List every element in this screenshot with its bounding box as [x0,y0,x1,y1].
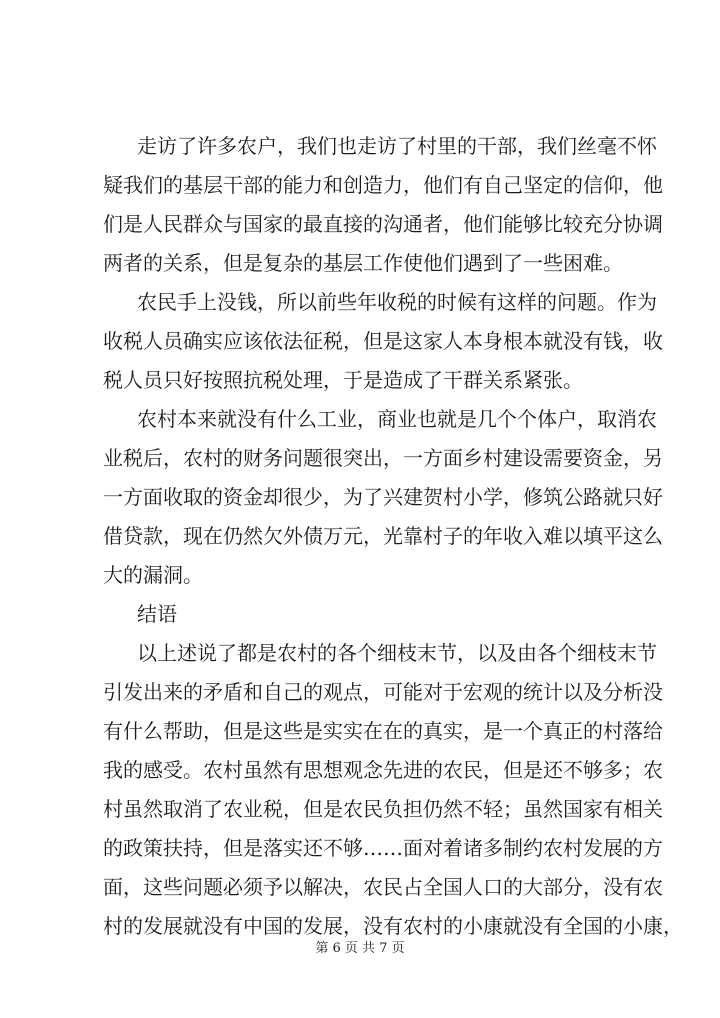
paragraph-5-line-6: 的政策扶持，但是落实还不够……面对着诸多制约农村发展的方 [103,836,663,860]
paragraph-5-line-3: 有什么帮助，但是这些是实实在在的真实，是一个真正的村落给 [103,719,663,743]
paragraph-5-line-8: 村的发展就没有中国的发展，没有农村的小康就没有全国的小康， [103,914,683,938]
paragraph-5-line-5: 村虽然取消了农业税，但是农民负担仍然不轻；虽然国家有相关 [103,797,663,821]
paragraph-5-line-1: 以上述说了都是农村的各个细枝末节，以及由各个细枝末节 [137,641,657,665]
paragraph-3-line-5: 大的漏洞。 [103,563,203,587]
paragraph-5-line-4: 我的感受。农村虽然有思想观念先进的农民，但是还不够多；农 [103,758,663,782]
paragraph-1-line-1: 走访了许多农户，我们也走访了村里的干部，我们丝毫不怀 [137,134,657,158]
page-number-footer: 第 6 页 共 7 页 [315,941,405,956]
paragraph-5-line-7: 面，这些问题必须予以解决，农民占全国人口的大部分，没有农 [103,875,663,899]
paragraph-1-line-2: 疑我们的基层干部的能力和创造力，他们有自己坚定的信仰，他 [103,173,663,197]
section-heading: 结语 [137,602,177,626]
paragraph-3-line-4: 借贷款，现在仍然欠外债万元，光靠村子的年收入难以填平这么 [103,524,663,548]
paragraph-5-line-2: 引发出来的矛盾和自己的观点，可能对于宏观的统计以及分析没 [103,680,663,704]
paragraph-3-line-3: 一方面收取的资金却很少，为了兴建贺村小学，修筑公路就只好 [103,485,663,509]
paragraph-2-line-2: 收税人员确实应该依法征税，但是这家人本身根本就没有钱，收 [103,329,663,353]
paragraph-1-line-3: 们是人民群众与国家的最直接的沟通者，他们能够比较充分协调 [103,212,663,236]
paragraph-3-line-1: 农村本来就没有什么工业，商业也就是几个个体户，取消农 [137,407,657,431]
paragraph-2-line-1: 农民手上没钱，所以前些年收税的时候有这样的问题。作为 [137,290,657,314]
paragraph-2-line-3: 税人员只好按照抗税处理，于是造成了干群关系紧张。 [103,368,583,392]
paragraph-1-line-4: 两者的关系，但是复杂的基层工作使他们遇到了一些困难。 [103,251,623,275]
paragraph-3-line-2: 业税后，农村的财务问题很突出，一方面乡村建设需要资金，另 [103,446,663,470]
